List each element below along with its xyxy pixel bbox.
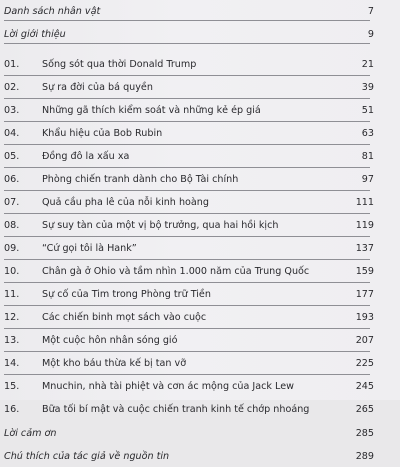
toc-entry-chapter-15: [4, 375, 374, 397]
toc-entry-front-2: [4, 23, 374, 45]
entry-page: 289: [355, 450, 374, 462]
entry-title: Chú thích của tác giả về nguồn tin: [4, 450, 170, 462]
chapter-number: 01.: [4, 58, 20, 70]
entry-page: 285: [355, 427, 374, 439]
chapter-number: 08.: [4, 219, 20, 231]
entry-title: Sự cố của Tim trong Phòng trữ Tiền: [42, 288, 211, 300]
chapter-number: 07.: [4, 196, 20, 208]
entry-title: Khẩu hiệu của Bob Rubin: [42, 127, 163, 139]
entry-title: Sống sót qua thời Donald Trump: [42, 58, 197, 70]
entry-page: 265: [355, 403, 374, 415]
chapter-number: 12.: [4, 311, 20, 323]
entry-title: Mnuchin, nhà tài phiệt và cơn ác mộng của Jack Lew: [42, 380, 294, 392]
chapter-number: 05.: [4, 150, 20, 162]
entry-page: 225: [355, 357, 374, 369]
entry-page: 7: [367, 5, 374, 17]
entry-page: 159: [355, 265, 374, 277]
divider: [4, 43, 370, 44]
toc-entry-chapter-08: [4, 214, 374, 236]
toc-entry-chapter-04: [4, 122, 374, 144]
entry-page: 111: [355, 196, 374, 208]
entry-title: “Cứ gọi tôi là Hank”: [42, 242, 137, 254]
entry-title: Chân gà ở Ohio và tầm nhìn 1.000 năm của Trung Quốc: [42, 265, 310, 277]
entry-title: Sự ra đời của bá quyền: [42, 81, 153, 93]
chapter-number: 02.: [4, 81, 20, 93]
toc-entry-chapter-06: [4, 168, 374, 190]
entry-page: 9: [367, 28, 374, 40]
toc-entry-chapter-10: [4, 260, 374, 282]
toc-entry-chapter-07: [4, 191, 374, 213]
chapter-number: 10.: [4, 265, 20, 277]
entry-page: 137: [355, 242, 374, 254]
chapter-number: 16.: [4, 403, 20, 415]
toc-entry-back-1: [4, 422, 374, 444]
chapter-number: 03.: [4, 104, 20, 116]
entry-page: 193: [355, 311, 374, 323]
entry-page: 97: [361, 173, 374, 185]
toc-entry-chapter-01: [4, 53, 374, 75]
entry-page: 245: [355, 380, 374, 392]
toc-entry-chapter-14: [4, 352, 374, 374]
entry-title: Những gã thích kiểm soát và những kẻ ép giá: [42, 104, 261, 116]
entry-page: 51: [361, 104, 374, 116]
chapter-number: 11.: [4, 288, 20, 300]
entry-title: Bữa tối bí mật và cuộc chiến tranh kinh tế chớp nhoáng: [42, 403, 310, 415]
entry-title: Lời cảm ơn: [4, 427, 57, 439]
entry-page: 207: [355, 334, 374, 346]
entry-title: Một kho báu thừa kế bị tan vỡ: [42, 357, 187, 369]
chapter-number: 13.: [4, 334, 20, 346]
chapter-number: 06.: [4, 173, 20, 185]
entry-title: Phòng chiến tranh dành cho Bộ Tài chính: [42, 173, 239, 185]
chapter-number: 04.: [4, 127, 20, 139]
toc-entry-chapter-03: [4, 99, 374, 121]
toc-entry-chapter-09: [4, 237, 374, 259]
entry-title: Lời giới thiệu: [4, 28, 66, 40]
entry-page: 21: [361, 58, 374, 70]
entry-page: 39: [361, 81, 374, 93]
toc-entry-chapter-12: [4, 306, 374, 328]
toc-entry-chapter-16: [4, 398, 374, 420]
entry-title: Các chiến binh mọt sách vào cuộc: [42, 311, 207, 323]
toc-entry-chapter-02: [4, 76, 374, 98]
entry-page: 177: [355, 288, 374, 300]
toc-entry-chapter-13: [4, 329, 374, 351]
entry-page: 81: [361, 150, 374, 162]
entry-title: Danh sách nhân vật: [4, 5, 101, 17]
toc-entry-chapter-11: [4, 283, 374, 305]
entry-title: Sự suy tàn của một vị bộ trưởng, qua hai hồi kịch: [42, 219, 279, 231]
chapter-number: 14.: [4, 357, 20, 369]
entry-page: 63: [361, 127, 374, 139]
toc-entry-chapter-05: [4, 145, 374, 167]
divider: [4, 20, 370, 21]
entry-page: 119: [355, 219, 374, 231]
chapter-number: 15.: [4, 380, 20, 392]
entry-title: Một cuộc hôn nhân sóng gió: [42, 334, 178, 346]
chapter-number: 09.: [4, 242, 20, 254]
toc-entry-back-2: [4, 445, 374, 467]
entry-title: Quả cầu pha lê của nỗi kinh hoàng: [42, 196, 209, 208]
toc-entry-front-1: [4, 0, 374, 22]
entry-title: Đồng đô la xấu xa: [42, 150, 130, 162]
